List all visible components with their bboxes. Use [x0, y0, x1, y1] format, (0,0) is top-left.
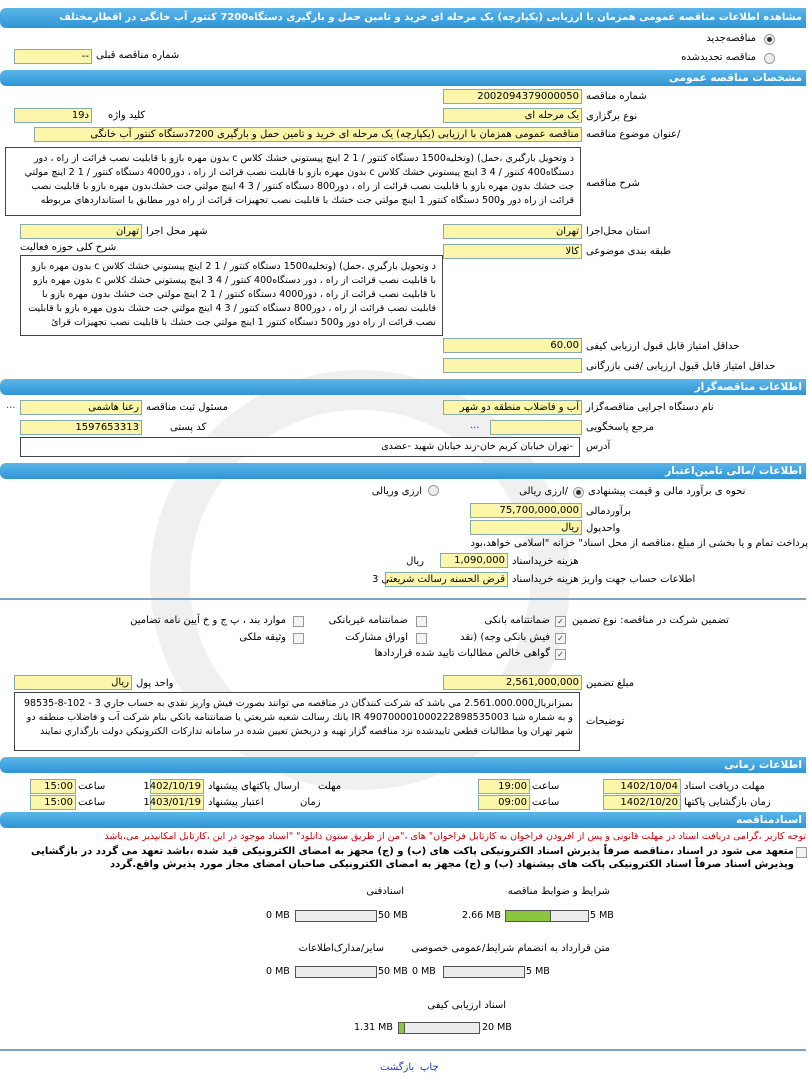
submit-label-a: مهلت — [318, 781, 342, 792]
doc-tech-used: 0 MB — [266, 910, 290, 921]
city-label: شهر محل اجرا — [146, 226, 208, 237]
account-label: اطلاعات حساب جهت واریز هزینه خریداسناد — [512, 574, 696, 585]
doc-contract-progress — [443, 966, 525, 978]
submit-time-field[interactable]: 15:00 — [30, 779, 76, 794]
estimate-field[interactable]: 75,700,000,000 — [470, 503, 582, 518]
doc-terms-label: شرایط و ضوابط مناقصه — [507, 886, 610, 897]
province-label: استان محل‌اجرا — [586, 226, 651, 237]
checkbox-property[interactable] — [293, 633, 304, 644]
doc-fee-field[interactable]: 1,090,000 — [440, 553, 508, 568]
validity-label-a: زمان — [300, 797, 321, 808]
radio-fx-rial[interactable] — [428, 485, 439, 496]
doc-deadline-label: مهلت دریافت اسناد — [684, 781, 765, 792]
section-organizer: اطلاعات مناقصه‌گزار — [0, 379, 806, 395]
rial-label: /ارزی ریالی — [519, 486, 568, 497]
method-label: نحوه ی برآورد مالی و قیمت پیشنهادی — [588, 486, 746, 497]
validity-label: اعتبار پیشنهاد — [208, 797, 264, 808]
doc-terms-progress — [505, 910, 589, 922]
doc-tech-label: اسنادفنی — [366, 886, 404, 897]
doc-quality-used: 1.31 MB — [354, 1022, 393, 1033]
download-notice: توجه کاربر ،گرامی دریافت اسناد در مهلت قانونی و پس از افزودن فراخوان به کارتابل فراخوان" های ،"من از طریق ستون دانلود" "اسناد موجود در این ،کارتابل امکانپذیر می،باشد — [104, 831, 806, 842]
account-field[interactable]: قرض الحسنه رسالت شریعتی 3 — [385, 572, 508, 587]
tender-number-field[interactable]: 2002094379000050 — [443, 89, 582, 104]
guarantee-amount-field[interactable]: 2,561,000,000 — [443, 675, 582, 690]
checkbox-commitment[interactable] — [796, 847, 807, 858]
prev-number-label: شماره مناقصه قبلی — [96, 50, 180, 61]
submit-date-field[interactable]: 1402/10/19 — [150, 779, 204, 794]
checkbox-nonbank-guarantee[interactable] — [416, 616, 427, 627]
validity-date-field[interactable]: 1403/01/19 — [150, 795, 204, 810]
activity-label: شرح کلی حوزه فعالیت — [20, 242, 117, 253]
category-label: طبقه بندی موضوعی — [586, 246, 672, 257]
subject-field[interactable]: مناقصه عمومی همزمان با ارزیابی (یکپارچه) یک مرحله ای خرید و تامین حمل و بارگیری 7200دستگاه کنتور آب خانگی — [34, 127, 582, 142]
page-title: مشاهده اطلاعات مناقصه عمومی همزمان با ارزیابی (یکپارچه) یک مرحله ای خرید و تامین حمل و بارگیری دستگاه7200 کنتور آب خانگی در اقطارمختلف — [0, 8, 806, 28]
validity-time-field[interactable]: 15:00 — [30, 795, 76, 810]
doc-tech-max: 50 MB — [378, 910, 408, 921]
doc-time-field[interactable]: 19:00 — [478, 779, 530, 794]
number-label: شماره مناقصه — [586, 91, 647, 102]
address-label: آدرس — [586, 441, 611, 452]
doc-other-label: سایر/مدارک‌اطلاعات — [298, 943, 384, 954]
submit-label: ارسال پاکتهای پیشنهاد — [208, 781, 300, 792]
doc-terms-max: 5 MB — [590, 910, 614, 921]
doc-quality-progress — [398, 1022, 480, 1034]
keyword-field[interactable]: د19 — [14, 108, 92, 123]
org-name-label: نام دستگاه اجرایی مناقصه‌گزار — [586, 402, 714, 413]
hour-label: ساعت — [78, 781, 106, 792]
claims-cert-label: گواهی خالص مطالبات تایید شده قراردادها — [374, 648, 550, 659]
section-general: مشخصات مناقصه عمومی — [0, 70, 806, 86]
regulation-items-label: موارد بند ، پ ج و خ آیین نامه تضامین — [130, 615, 286, 626]
doc-contract-max: 5 MB — [526, 966, 550, 977]
min-tech-field[interactable] — [443, 358, 582, 373]
guarantee-label: تضمین شرکت در مناقصه: نوع تضمین — [572, 615, 729, 626]
currency-field[interactable]: ریال — [470, 520, 582, 535]
registrar-field[interactable]: رعنا هاشمی — [20, 400, 142, 415]
doc-other-used: 0 MB — [266, 966, 290, 977]
doc-deadline-field[interactable]: 1402/10/04 — [603, 779, 681, 794]
bank-guarantee-label: ضمانتنامه بانکی — [484, 615, 550, 626]
doc-terms-used: 2.66 MB — [462, 910, 501, 921]
section-documents: اسنادمناقصه — [0, 812, 806, 828]
hour-label: ساعت — [532, 797, 560, 808]
activity-box: د وتحویل بارگیري ،حمل) (وتخلیه1500 دستگاه کنتور / 1 2 اینچ پیستوني خشك کلاس c بدون مهره بازو با قابلیت نصب قرائت از راه ، دور دستگاه400 کنتور / 4 3 اینچ پیستوني خشك کلاس c بدون مهره بازو با قابلیت نصب قرائت از راه ، دور4000 دستگاه کنتور / 1 2 اینچ مولتي جت خشك بدون مهره بازو با قابلیت نصب قرائت از راه ، دور800 دستگاه کنتور / 3 4 اینچ مولتي جت خشك بدون مهره بازو با قابلیت نصب قرائت از راه دور و500 دستگاه کنتور 1 اینچ مولتي جت خشك با قابلیت نصب تجهیزات قرائ — [20, 255, 443, 336]
org-name-field[interactable]: آب و فاضلاب منطقه دو شهر — [443, 400, 582, 415]
section-finance: اطلاعات /مالی تامین‌اعتبار — [0, 463, 806, 479]
min-quality-field[interactable]: 60.00 — [443, 338, 582, 353]
description-box: د وتحویل بارگیري ،حمل) (وتخلیه1500 دستگاه کنتور / 1 2 اینچ پیستوني خشك کلاس c بدون مهره بازو با قابلیت نصب قرائت از راه ، دور دستگاه400 کنتور / 4 3 اینچ پیستوني خشك کلاس c بدون مهره بازو با قابلیت نصب قرائت از راه ، دور4000 دستگاه کنتور / 1 2 اینچ مولتي جت خشك بدون مهره بازو با قابلیت نصب قرائت از راه ، دور800 دستگاه کنتور / 3 4 اینچ مولتي جت خشك‌بدون مهره بازو با قابلیت نصب قرائت از راه دور و500 دستگاه کنتور 1 اینچ مولتي جت خشك با قابلیت نصب تجهیزات قرائت از راه دور مطابق با استانداردهاي مربوطه — [5, 147, 581, 216]
doc-other-progress — [295, 966, 377, 978]
reference-label: مرجع پاسخگویی — [586, 422, 655, 433]
holding-type-label: نوع برگزاری — [586, 111, 638, 122]
doc-tech-progress — [295, 910, 377, 922]
doc-fee-unit: ریال — [406, 556, 424, 567]
reference-more-button[interactable]: ... — [470, 420, 480, 431]
progress-fill — [399, 1023, 405, 1033]
opening-label: زمان بازگشایی پاکتها — [684, 797, 771, 808]
address-box: -تهران خیابان کریم خان-زند خیابان شهید -عضدی — [20, 437, 580, 457]
doc-quality-label: اسناد ارزیابی کیفی — [427, 1000, 506, 1011]
back-link[interactable]: بازگشت — [380, 1062, 415, 1073]
checkbox-bonds[interactable] — [416, 633, 427, 644]
nonbank-guarantee-label: ضمانتنامه غیربانکی — [328, 615, 408, 626]
estimate-label: برآوردمالی — [586, 506, 631, 517]
notes-label: توضیحات — [586, 716, 625, 727]
opening-date-field[interactable]: 1402/10/20 — [603, 795, 681, 810]
commitment-text: متعهد می شود در اسناد ،مناقصه صرفاً پذیرش اسناد الکترونیکی پاکت های (ب) و (ج) مجهز به امضای الکترونیکی قید شده ،باشد تعهد می گردد در بازگشایی وپذیرش اسناد صرفاً اسناد الکترونیکی پاکت های پیشنهاد (ب) و (ج) مجهز به امضای الکترونیکی صاحبان امضای مجاز مورد پذیرش واقع.گردد — [30, 846, 794, 870]
doc-fee-label: هزینه خریداسناد — [512, 556, 579, 567]
checkbox-regulation-items[interactable] — [293, 616, 304, 627]
bonds-label: اوراق مشارکت — [345, 632, 408, 643]
print-link[interactable]: چاپ — [420, 1062, 439, 1073]
doc-contract-used: 0 MB — [412, 966, 436, 977]
divider — [0, 598, 806, 600]
prev-number-field[interactable]: -- — [14, 49, 92, 64]
registrar-label: مسئول ثبت مناقصه — [146, 402, 228, 413]
property-label: وثیقه ملکی — [239, 632, 286, 643]
radio-rial[interactable] — [573, 487, 584, 498]
opening-time-field[interactable]: 09:00 — [478, 795, 530, 810]
guarantee-currency-label: واحد پول — [136, 678, 174, 689]
fx-rial-label: ارزی وریالی — [371, 486, 422, 497]
city-field[interactable]: تهران — [20, 224, 142, 239]
registrar-more-button[interactable]: ... — [6, 400, 16, 411]
postal-field[interactable]: 1597653313 — [20, 420, 142, 435]
radio-renewed-tender[interactable] — [764, 53, 775, 64]
divider — [0, 1049, 806, 1051]
new-tender-label: مناقصه‌جدید — [706, 33, 756, 44]
doc-contract-label: متن قرارداد به انضمام شرایط/عمومی خصوصی — [411, 943, 610, 954]
doc-other-max: 50 MB — [378, 966, 408, 977]
min-tech-label: حداقل امتیاز قابل قبول ارزیابی /فنی بازرگانی — [586, 361, 776, 372]
progress-fill — [506, 911, 551, 921]
checkbox-claims-cert[interactable]: ✓ — [555, 649, 566, 660]
keyword-label: کلید واژه — [108, 110, 146, 121]
section-timing: اطلاعات زمانی — [0, 757, 806, 773]
currency-label: واحدپول — [586, 523, 621, 534]
holding-type-field[interactable]: یک مرحله ای — [443, 108, 582, 123]
hour-label: ساعت — [532, 781, 560, 792]
checkbox-cash-receipt[interactable]: ✓ — [555, 633, 566, 644]
reference-field[interactable] — [490, 420, 582, 435]
hour-label: ساعت — [78, 797, 106, 808]
radio-new-tender[interactable] — [764, 34, 775, 45]
guarantee-currency-field[interactable]: ریال — [14, 675, 132, 690]
renewed-tender-label: مناقصه تجدیدشده — [681, 52, 756, 63]
notes-box: بمیزانریال2.561.000.000 مي باشد که شرکت کنندگان در مناقصه مي توانند بصورت فيش واريز نقدي به حساب جاري 3 - 102-8-98535 و به شماره شبا IR 490700001000222898535003 بانك رسالت شعبه شريعتي يا ضمانتنامه بانکي بنام شرکت آب و فاضلاب منطقه دو شهر تهران ويا مطالبات قطعي تاييدشده نزد مناقصه گزار تهيه و دربخش تعيين شده در سامانه تدارکات الکترونيکي دولت بارگذاري نمايند — [14, 692, 580, 751]
doc-quality-max: 20 MB — [482, 1022, 512, 1033]
checkbox-bank-guarantee[interactable]: ✓ — [555, 616, 566, 627]
description-label: شرح مناقصه — [586, 178, 640, 189]
subject-label: /عنوان موضوع مناقصه — [586, 129, 681, 140]
treasury-note: پرداخت تمام و یا بخشی از مبلغ ،مناقصه از محل اسناد" خزانه "اسلامی خواهد،بود — [470, 538, 808, 549]
cash-receipt-label: فیش بانکی وجه) (نقد — [460, 632, 550, 643]
postal-label: کد پستی — [170, 422, 207, 433]
category-field[interactable]: کالا — [443, 244, 582, 259]
province-field[interactable]: تهران — [443, 224, 582, 239]
min-quality-label: حداقل امتیاز قابل قبول ارزیابی کیفی — [586, 341, 740, 352]
guarantee-amount-label: مبلغ تضمین — [586, 678, 635, 689]
